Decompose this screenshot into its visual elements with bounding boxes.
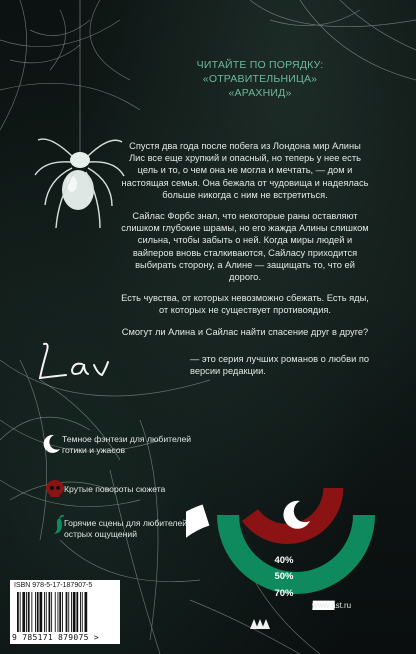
isbn-number: ISBN 978-5-17-187907-5 xyxy=(14,582,93,589)
skull-icon xyxy=(44,478,66,500)
reading-order xyxy=(140,58,380,100)
mood-chart xyxy=(186,420,406,610)
publisher-website: www.ast.ru xyxy=(312,601,352,610)
barcode xyxy=(16,592,114,632)
description-paragraph: Смогут ли Алина и Сайлас найти спасение друг в друге? xyxy=(121,326,369,337)
description-paragraph: Спустя два года после побега из Лондона мир Алины Лис все еще хрупкий и опасный, но теперь у нее есть цель и то, о чем она не могла и мечтать, — дом и настоящая семья. Она бежала от чудовища и надеялась больше никогда с ним не встретиться. xyxy=(121,141,369,200)
spider-icon xyxy=(35,139,124,228)
chart-label-40: 40% xyxy=(274,555,294,566)
reading-order-heading: ЧИТАЙТЕ ПО ПОРЯДКУ: xyxy=(196,59,324,71)
description-paragraph: Есть чувства, от которых невозможно сбежать. Есть яды, от которых не существует противоядия. xyxy=(121,293,369,316)
publisher-logo xyxy=(248,615,270,631)
feature-dark-fantasy: Темное фэнтези для любителей готики и ужасов xyxy=(62,434,192,455)
chart-label-70: 70% xyxy=(274,588,294,599)
crescent-moon-icon xyxy=(40,433,62,455)
reading-order-book-1: «ОТРАВИТЕЛЬНИЦА» xyxy=(202,73,318,85)
lav-logo xyxy=(36,338,126,388)
description-paragraph: Сайлас Форбс знал, что некоторые раны оставляют слишком глубокие шрамы, но его жажда Алины слишком сильна, чтобы забыть о ней. Когда миры людей и вайперов вновь сталкиваются, Сайласу приходится выбирать сторону, а Алине — защищать то, что ей дорого. xyxy=(121,211,369,283)
feature-hot-scenes: Горячие сцены для любителей острых ощущений xyxy=(64,518,188,539)
book-description xyxy=(120,140,370,347)
isbn-barcode-label xyxy=(10,580,120,644)
barcode-digits: 9 785171 879075 > xyxy=(12,633,99,642)
feature-plot-twists: Крутые повороты сюжета xyxy=(64,484,166,494)
chart-label-50: 50% xyxy=(274,571,294,582)
imprint-description: — это серия лучших романов о любви по версии редакции. xyxy=(190,354,370,377)
reading-order-book-2: «АРАХНИД» xyxy=(228,87,292,99)
